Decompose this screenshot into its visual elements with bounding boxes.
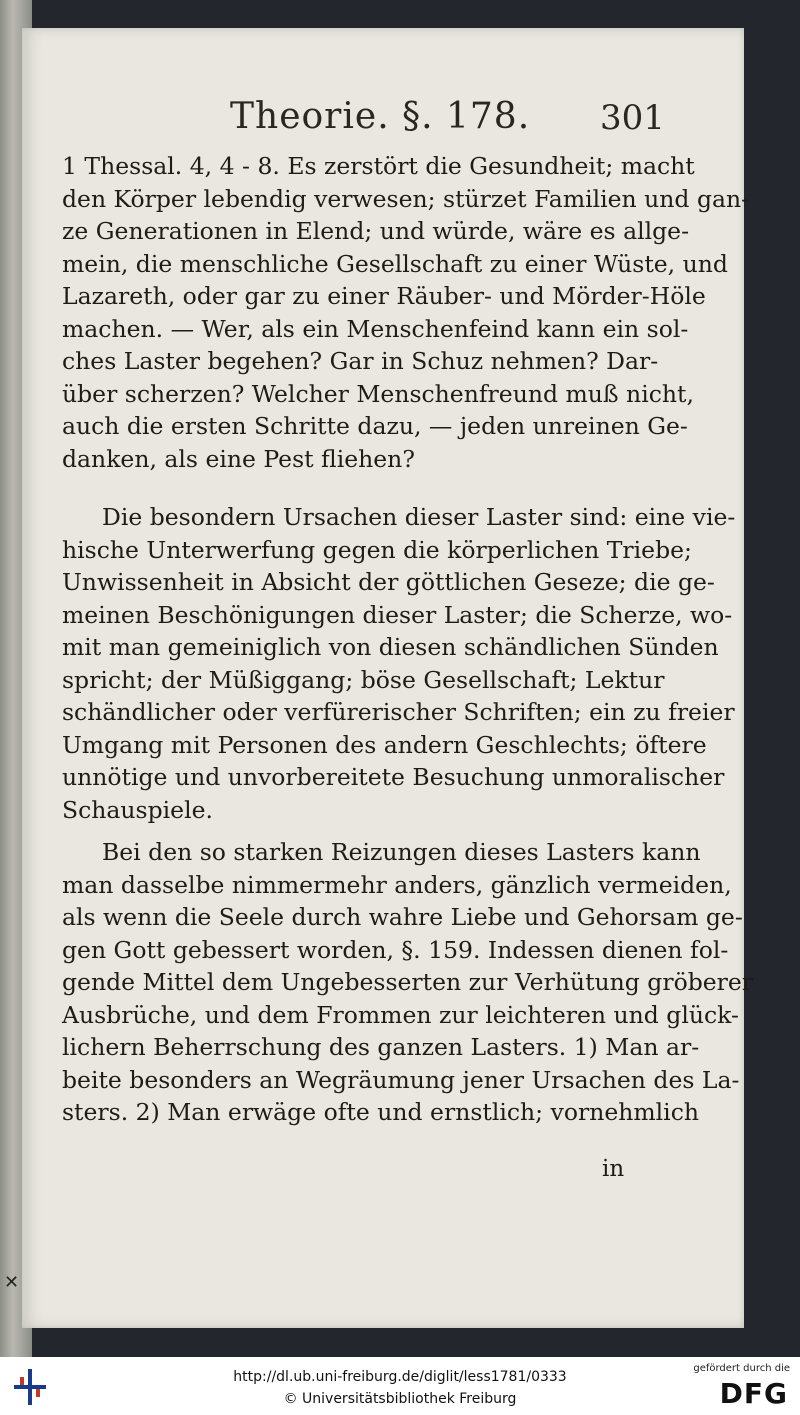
viewer-footer [0,1357,800,1415]
text-line: als wenn die Seele durch wahre Liebe und Gehorsam ge- [62,903,743,931]
text-line: Unwissenheit in Absicht der göttlichen Geseze; die ge- [62,568,715,596]
copyright-notice: © Universitätsbibliothek Freiburg [283,1391,517,1407]
binding-mark-icon: ✕ [4,1272,20,1293]
dfg-logo: DFG [719,1377,788,1410]
text-line: Lazareth, oder gar zu einer Räuber- und Mörder-Höle [62,282,706,310]
permalink-url[interactable]: http://dl.ub.uni-freiburg.de/diglit/less1781/0333 [233,1369,567,1385]
text-line: sters. 2) Man erwäge ofte und ernstlich; vornehmlich [62,1098,699,1126]
text-line: Die besondern Ursachen dieser Laster sind: eine vie- [102,503,736,531]
book-page [22,28,754,1328]
text-line: danken, als eine Pest fliehen? [62,444,415,473]
text-line: meinen Beschönigungen dieser Laster; die Scherze, wo- [62,600,733,629]
paragraph [62,836,754,1129]
text-line: auch die ersten Schritte dazu, — jeden unreinen Ge- [62,412,688,440]
body-text [62,150,754,1129]
text-line: 1 Thessal. 4, 4 - 8. Es zerstört die Gesundheit; macht [62,152,695,180]
text-line: ze Generationen in Elend; und würde, wäre es allge- [62,217,690,245]
text-line: unnötige und unvorbereitete Besuchung unmoralischer [62,763,725,791]
text-line: gen Gott gebessert worden, §. 159. Indessen dienen fol- [62,935,729,964]
text-line: man dasselbe nimmermehr anders, gänzlich vermeiden, [62,870,732,899]
text-line: ches Laster begehen? Gar in Schuz nehmen? Dar- [62,347,659,375]
text-line: Ausbrüche, und dem Frommen zur leichteren und glück- [62,1000,739,1029]
running-title: Theorie. §. 178. [230,96,531,137]
text-line: lichern Beherrschung des ganzen Lasters. 1) Man ar- [62,1033,700,1061]
catchword: in [602,1156,625,1182]
text-line: spricht; der Müßiggang; böse Gesellschaft; Lektur [62,665,665,694]
page-number: 301 [600,98,665,138]
text-line: Schauspiele. [62,795,213,824]
text-line: machen. — Wer, als ein Menschenfeind kann ein sol- [62,314,689,343]
text-line: den Körper lebendig verwesen; stürzet Familien und gan- [62,184,750,213]
text-line: gende Mittel dem Ungebesserten zur Verhütung gröberer [62,968,754,996]
text-line: Umgang mit Personen des andern Geschlechts; öftere [62,730,707,759]
paragraph [62,501,736,826]
page-header [62,96,665,146]
text-line: mit man gemeiniglich von diesen schändlichen Sünden [62,633,719,661]
text-line: über scherzen? Welcher Menschenfreund muß nicht, [62,379,694,408]
text-line: mein, die menschliche Gesellschaft zu einer Wüste, und [62,249,728,278]
text-line: schändlicher oder verfürerischer Schriften; ein zu freier [62,698,735,726]
text-line: hische Unterwerfung gegen die körperlichen Triebe; [62,535,692,564]
paragraph [62,150,750,475]
funding-note: gefördert durch die [693,1363,790,1374]
text-line: Bei den so starken Reizungen dieses Lasters kann [102,838,701,866]
text-line: beite besonders an Wegräumung jener Ursachen des La- [62,1065,740,1094]
